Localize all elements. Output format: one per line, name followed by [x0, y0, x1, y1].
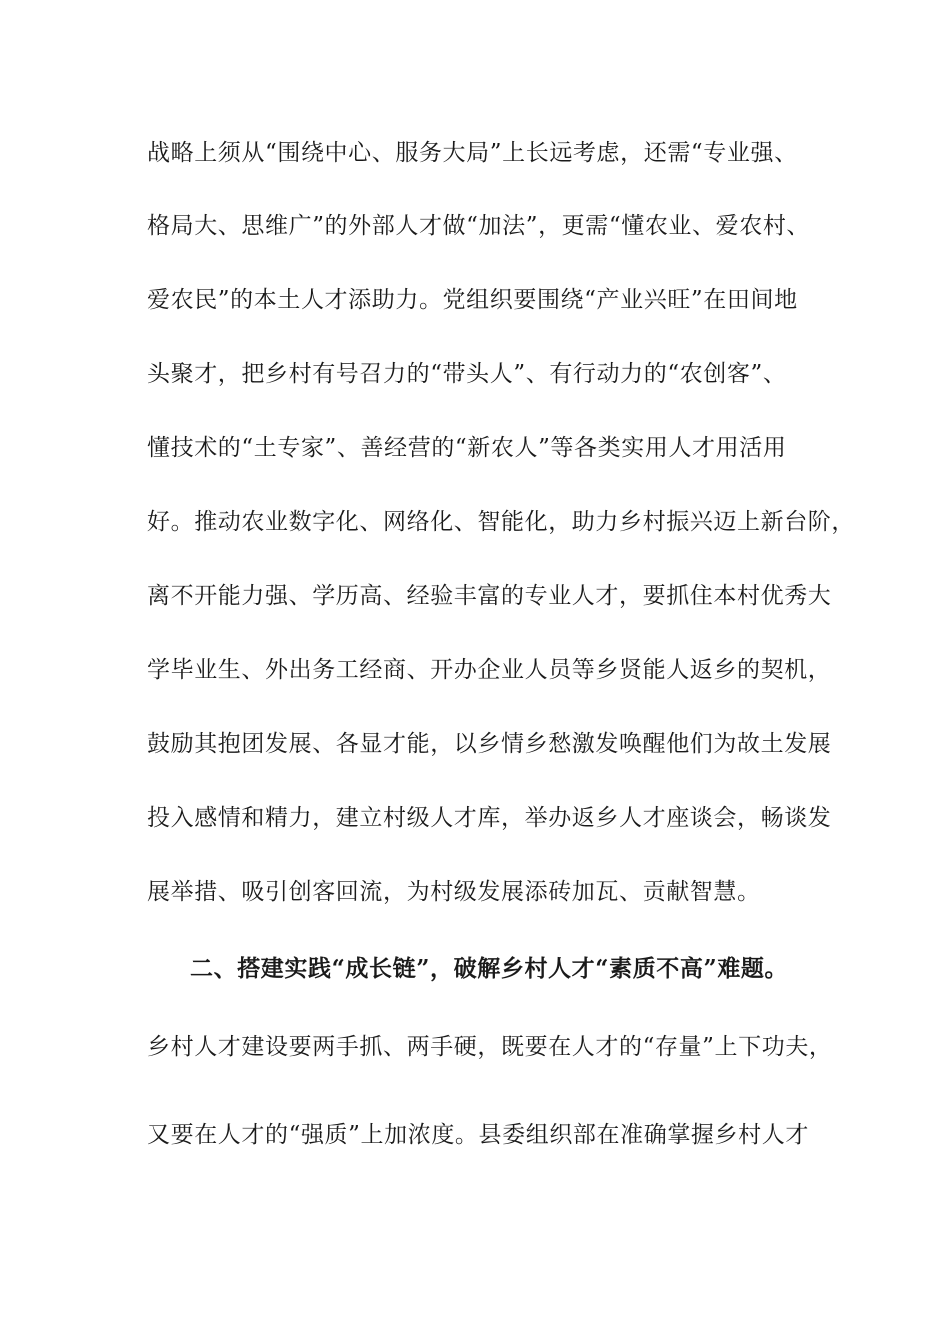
paragraph-line: 学毕业生、外出务工经商、开办企业人员等乡贤能人返乡的契机， — [147, 657, 832, 683]
paragraph-line: 又要在人才的“强质”上加浓度。县委组织部在准确掌握乡村人才 — [147, 1122, 809, 1148]
paragraph-line: 投入感情和精力，建立村级人才库，举办返乡人才座谈会，畅谈发 — [147, 805, 832, 831]
paragraph-line: 懂技术的“土专家”、善经营的“新农人”等各类实用人才用活用 — [147, 435, 787, 461]
paragraph-line: 爱农民”的本土人才添助力。党组织要围绕“产业兴旺”在田间地 — [147, 287, 798, 313]
paragraph-line: 展举措、吸引创客回流，为村级发展添砖加瓦、贡献智慧。 — [147, 879, 761, 905]
paragraph-line: 头聚才，把乡村有号召力的“带头人”、有行动力的“农创客”、 — [147, 361, 787, 387]
paragraph-line: 乡村人才建设要两手抓、两手硬，既要在人才的“存量”上下功夫， — [147, 1034, 833, 1060]
paragraph-line: 鼓励其抱团发展、各显才能，以乡情乡愁激发唤醒他们为故土发展 — [147, 731, 832, 757]
paragraph-line: 离不开能力强、学历高、经验丰富的专业人才，要抓住本村优秀大 — [147, 583, 832, 609]
paragraph-line: 战略上须从“围绕中心、服务大局”上长远考虑，还需“专业强、 — [147, 140, 798, 166]
paragraph-line: 好。推动农业数字化、网络化、智能化，助力乡村振兴迈上新台阶， — [147, 509, 855, 535]
paragraph-line: 格局大、思维广”的外部人才做“加法”，更需“懂农业、爱农村、 — [147, 213, 811, 239]
section-heading: 二、搭建实践“成长链”，破解乡村人才“素质不高”难题。 — [190, 955, 789, 982]
